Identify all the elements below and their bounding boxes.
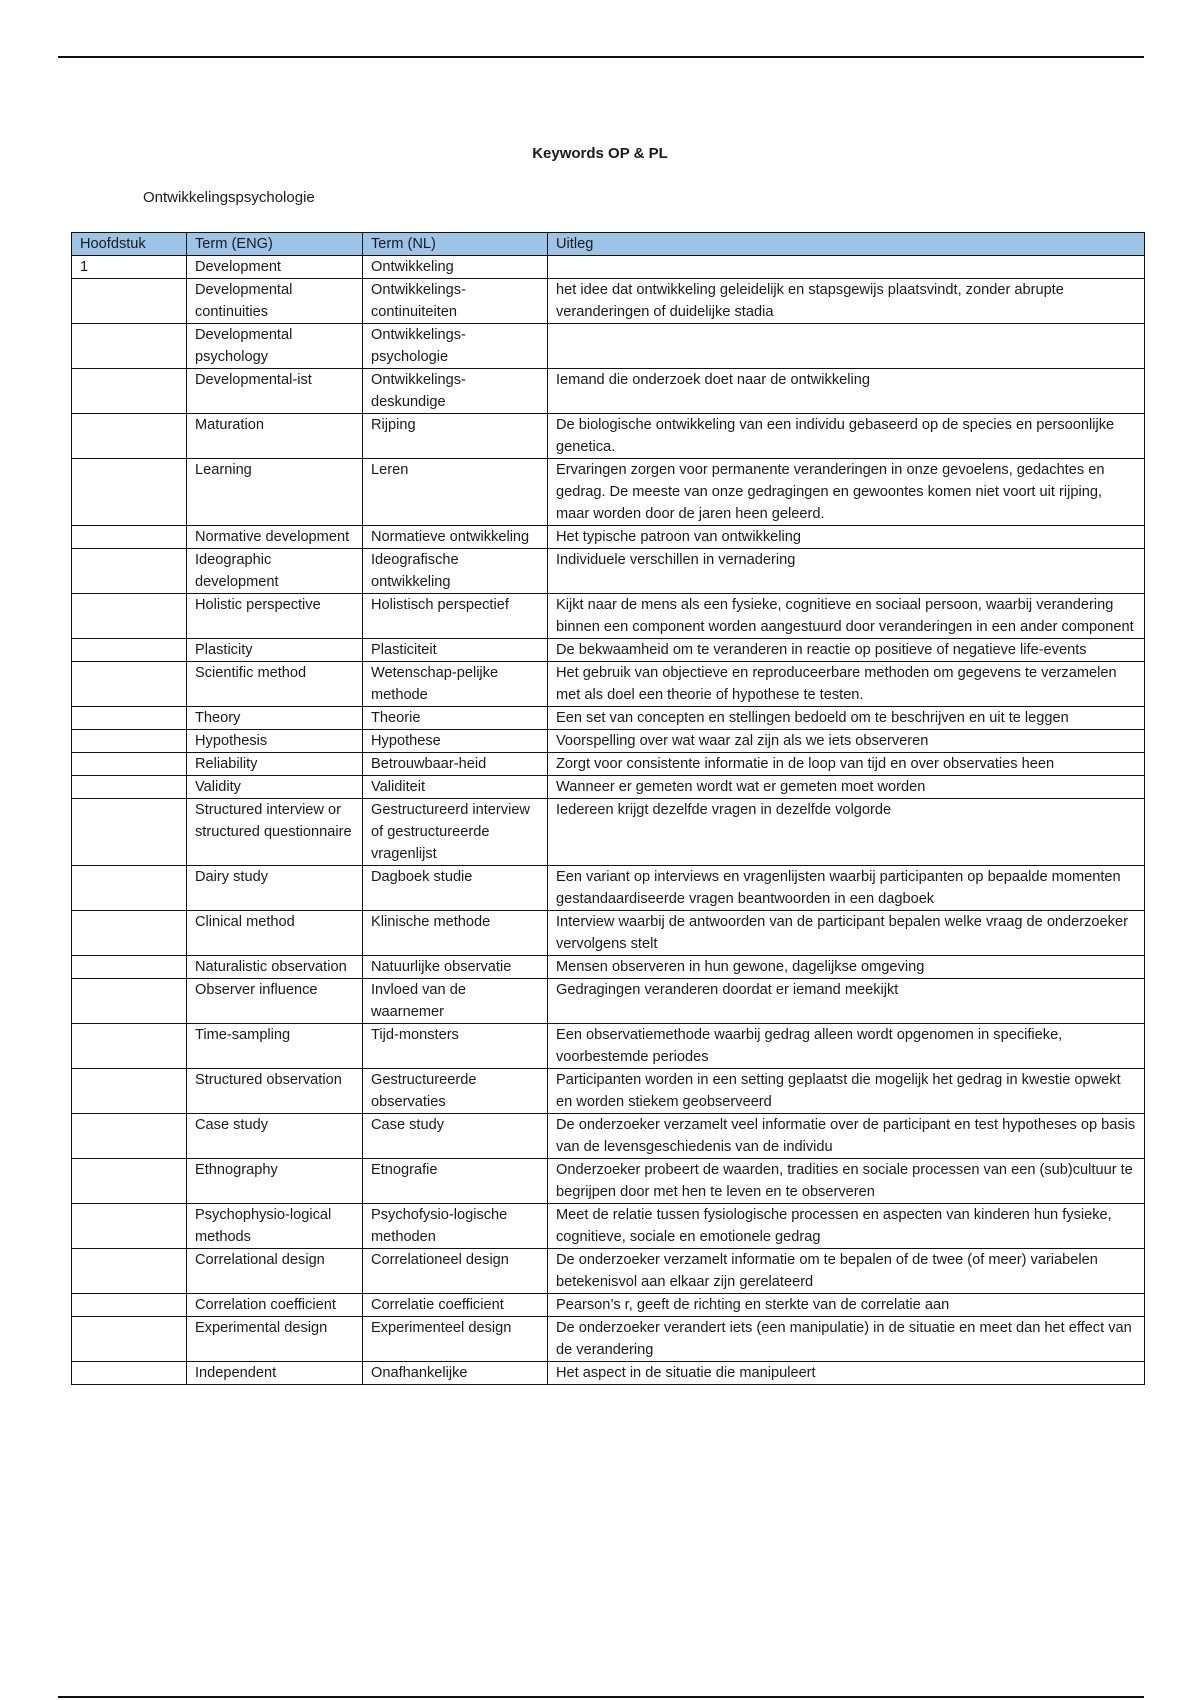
term-nl-cell: Ontwikkelings-continuiteiten: [363, 279, 548, 324]
chapter-cell: [72, 1114, 187, 1159]
term-nl-cell: Gestructureerd interview of gestructureerde vragenlijst: [363, 799, 548, 866]
term-nl-cell: Plasticiteit: [363, 639, 548, 662]
chapter-cell: [72, 662, 187, 707]
term-eng-cell: Experimental design: [187, 1317, 363, 1362]
term-nl-cell: Correlatie coefficient: [363, 1294, 548, 1317]
term-nl-cell: Case study: [363, 1114, 548, 1159]
term-nl-cell: Invloed van de waarnemer: [363, 979, 548, 1024]
table-row: [72, 1249, 1145, 1294]
chapter-cell: [72, 459, 187, 526]
uitleg-cell: De biologische ontwikkeling van een individu gebaseerd op de species en persoonlijke genetica.: [548, 414, 1145, 459]
uitleg-cell: Pearson’s r, geeft de richting en sterkte van de correlatie aan: [548, 1294, 1145, 1317]
uitleg-cell: Participanten worden in een setting geplaatst die mogelijk het gedrag in kwestie opwekt en worden stiekem geobserveerd: [548, 1069, 1145, 1114]
term-eng-cell: Psychophysio-logical methods: [187, 1204, 363, 1249]
term-eng-cell: Independent: [187, 1362, 363, 1385]
term-nl-cell: Ontwikkelings-psychologie: [363, 324, 548, 369]
term-eng-cell: Developmental psychology: [187, 324, 363, 369]
term-eng-cell: Learning: [187, 459, 363, 526]
chapter-cell: [72, 1317, 187, 1362]
uitleg-cell: Het gebruik van objectieve en reproduceerbare methoden om gegevens te verzamelen met als doel een theorie of hypothese te testen.: [548, 662, 1145, 707]
table-row: [72, 776, 1145, 799]
term-eng-cell: Validity: [187, 776, 363, 799]
uitleg-cell: Het aspect in de situatie die manipuleert: [548, 1362, 1145, 1385]
table-row: [72, 256, 1145, 279]
table-row: [72, 526, 1145, 549]
term-nl-cell: Betrouwbaar-heid: [363, 753, 548, 776]
table-row: [72, 1204, 1145, 1249]
term-nl-cell: Wetenschap-pelijke methode: [363, 662, 548, 707]
chapter-cell: [72, 979, 187, 1024]
uitleg-cell: Iemand die onderzoek doet naar de ontwikkeling: [548, 369, 1145, 414]
term-eng-cell: Time-sampling: [187, 1024, 363, 1069]
term-nl-cell: Ideografische ontwikkeling: [363, 549, 548, 594]
term-eng-cell: Naturalistic observation: [187, 956, 363, 979]
chapter-cell: [72, 594, 187, 639]
table-row: [72, 1114, 1145, 1159]
table-row: [72, 707, 1145, 730]
chapter-cell: [72, 911, 187, 956]
term-nl-cell: Experimenteel design: [363, 1317, 548, 1362]
term-eng-cell: Observer influence: [187, 979, 363, 1024]
table-row: [72, 369, 1145, 414]
term-eng-cell: Maturation: [187, 414, 363, 459]
chapter-cell: [72, 956, 187, 979]
table-row: [72, 956, 1145, 979]
term-eng-cell: Case study: [187, 1114, 363, 1159]
term-nl-cell: Tijd-monsters: [363, 1024, 548, 1069]
term-eng-cell: Hypothesis: [187, 730, 363, 753]
chapter-cell: [72, 799, 187, 866]
term-nl-cell: Rijping: [363, 414, 548, 459]
chapter-cell: [72, 369, 187, 414]
term-eng-cell: Theory: [187, 707, 363, 730]
table-row: [72, 549, 1145, 594]
uitleg-cell: De onderzoeker verzamelt informatie om te bepalen of de twee (of meer) variabelen betekenisvol aan elkaar zijn gerelateerd: [548, 1249, 1145, 1294]
term-eng-cell: Development: [187, 256, 363, 279]
header-uitleg: Uitleg: [548, 233, 1145, 256]
table-row: [72, 594, 1145, 639]
term-eng-cell: Structured observation: [187, 1069, 363, 1114]
chapter-cell: [72, 776, 187, 799]
chapter-cell: [72, 279, 187, 324]
chapter-cell: [72, 707, 187, 730]
table-row: [72, 730, 1145, 753]
table-row: [72, 1362, 1145, 1385]
chapter-cell: [72, 1294, 187, 1317]
term-eng-cell: Ethnography: [187, 1159, 363, 1204]
chapter-cell: [72, 549, 187, 594]
table-body: [72, 256, 1145, 1385]
uitleg-cell: Meet de relatie tussen fysiologische processen en aspecten van kinderen hun fysieke, cognitieve, sociale en emotionele gedrag: [548, 1204, 1145, 1249]
uitleg-cell: Een variant op interviews en vragenlijsten waarbij participanten op bepaalde momenten gestandaardiseerde vragen beantwoorden in een dagboek: [548, 866, 1145, 911]
term-nl-cell: Dagboek studie: [363, 866, 548, 911]
term-nl-cell: Natuurlijke observatie: [363, 956, 548, 979]
term-nl-cell: Normatieve ontwikkeling: [363, 526, 548, 549]
uitleg-cell: Voorspelling over wat waar zal zijn als we iets observeren: [548, 730, 1145, 753]
uitleg-cell: Kijkt naar de mens als een fysieke, cognitieve en sociaal persoon, waarbij verandering binnen een component worden aangestuurd door veranderingen in een ander component: [548, 594, 1145, 639]
document-subtitle: Ontwikkelingspsychologie: [143, 189, 315, 206]
term-eng-cell: Ideographic development: [187, 549, 363, 594]
header-term-eng: Term (ENG): [187, 233, 363, 256]
chapter-cell: [72, 1204, 187, 1249]
term-eng-cell: Clinical method: [187, 911, 363, 956]
chapter-cell: [72, 639, 187, 662]
uitleg-cell: Een set van concepten en stellingen bedoeld om te beschrijven en uit te leggen: [548, 707, 1145, 730]
term-eng-cell: Reliability: [187, 753, 363, 776]
uitleg-cell: De onderzoeker verandert iets (een manipulatie) in de situatie en meet dan het effect van de verandering: [548, 1317, 1145, 1362]
term-nl-cell: Ontwikkelings-deskundige: [363, 369, 548, 414]
chapter-cell: [72, 753, 187, 776]
uitleg-cell: Wanneer er gemeten wordt wat er gemeten moet worden: [548, 776, 1145, 799]
chapter-cell: [72, 866, 187, 911]
table-row: [72, 753, 1145, 776]
term-eng-cell: Developmental continuities: [187, 279, 363, 324]
uitleg-cell: Onderzoeker probeert de waarden, tradities en sociale processen van een (sub)cultuur te begrijpen door met hen te leven en te observeren: [548, 1159, 1145, 1204]
uitleg-cell: het idee dat ontwikkeling geleidelijk en stapsgewijs plaatsvindt, zonder abrupte veranderingen of duidelijke stadia: [548, 279, 1145, 324]
uitleg-cell: De bekwaamheid om te veranderen in reactie op positieve of negatieve life-events: [548, 639, 1145, 662]
chapter-cell: [72, 1024, 187, 1069]
chapter-cell: [72, 1362, 187, 1385]
chapter-cell: [72, 1069, 187, 1114]
chapter-cell: [72, 1159, 187, 1204]
header-term-nl: Term (NL): [363, 233, 548, 256]
term-eng-cell: Structured interview or structured questionnaire: [187, 799, 363, 866]
footer-rule: [58, 1696, 1144, 1698]
uitleg-cell: Interview waarbij de antwoorden van de participant bepalen welke vraag de onderzoeker vervolgens stelt: [548, 911, 1145, 956]
table-row: [72, 639, 1145, 662]
table-row: [72, 911, 1145, 956]
term-nl-cell: Hypothese: [363, 730, 548, 753]
uitleg-cell: Zorgt voor consistente informatie in de loop van tijd en over observaties heen: [548, 753, 1145, 776]
term-nl-cell: Validiteit: [363, 776, 548, 799]
term-eng-cell: Holistic perspective: [187, 594, 363, 639]
term-nl-cell: Onafhankelijke: [363, 1362, 548, 1385]
table-row: [72, 979, 1145, 1024]
term-nl-cell: Theorie: [363, 707, 548, 730]
term-nl-cell: Correlationeel design: [363, 1249, 548, 1294]
uitleg-cell: Het typische patroon van ontwikkeling: [548, 526, 1145, 549]
chapter-cell: [72, 414, 187, 459]
table-row: [72, 1024, 1145, 1069]
table-row: [72, 1159, 1145, 1204]
uitleg-cell: De onderzoeker verzamelt veel informatie over de participant en test hypotheses op basis van de levensgeschiedenis van de individu: [548, 1114, 1145, 1159]
chapter-cell: [72, 730, 187, 753]
term-nl-cell: Etnografie: [363, 1159, 548, 1204]
term-eng-cell: Normative development: [187, 526, 363, 549]
uitleg-cell: Iedereen krijgt dezelfde vragen in dezelfde volgorde: [548, 799, 1145, 866]
uitleg-cell: [548, 324, 1145, 369]
keywords-table: [71, 232, 1145, 1385]
table-row: [72, 1294, 1145, 1317]
table-row: [72, 279, 1145, 324]
table-row: [72, 662, 1145, 707]
table-row: [72, 414, 1145, 459]
uitleg-cell: Mensen observeren in hun gewone, dagelijkse omgeving: [548, 956, 1145, 979]
term-eng-cell: Developmental-ist: [187, 369, 363, 414]
uitleg-cell: Een observatiemethode waarbij gedrag alleen wordt opgenomen in specifieke, voorbestemde periodes: [548, 1024, 1145, 1069]
chapter-cell: [72, 324, 187, 369]
term-eng-cell: Plasticity: [187, 639, 363, 662]
table-row: [72, 799, 1145, 866]
header-hoofdstuk: Hoofdstuk: [72, 233, 187, 256]
term-nl-cell: Psychofysio-logische methoden: [363, 1204, 548, 1249]
term-eng-cell: Dairy study: [187, 866, 363, 911]
term-nl-cell: Gestructureerde observaties: [363, 1069, 548, 1114]
chapter-cell: [72, 1249, 187, 1294]
header-row: [72, 233, 1145, 256]
term-eng-cell: Correlation coefficient: [187, 1294, 363, 1317]
table-row: [72, 866, 1145, 911]
term-eng-cell: Correlational design: [187, 1249, 363, 1294]
term-nl-cell: Leren: [363, 459, 548, 526]
table-row: [72, 1069, 1145, 1114]
term-nl-cell: Ontwikkeling: [363, 256, 548, 279]
term-eng-cell: Scientific method: [187, 662, 363, 707]
table-row: [72, 459, 1145, 526]
table-header: [72, 233, 1145, 256]
table-row: [72, 1317, 1145, 1362]
term-nl-cell: Klinische methode: [363, 911, 548, 956]
document-title: Keywords OP & PL: [532, 145, 668, 162]
header-rule: [58, 56, 1144, 58]
term-nl-cell: Holistisch perspectief: [363, 594, 548, 639]
chapter-cell: 1: [72, 256, 187, 279]
uitleg-cell: Ervaringen zorgen voor permanente veranderingen in onze gevoelens, gedachtes en gedrag. De meeste van onze gedragingen en gewoontes komen niet voort uit rijping, maar worden door de jaren heen geleerd.: [548, 459, 1145, 526]
uitleg-cell: [548, 256, 1145, 279]
chapter-cell: [72, 526, 187, 549]
uitleg-cell: Gedragingen veranderen doordat er iemand meekijkt: [548, 979, 1145, 1024]
uitleg-cell: Individuele verschillen in vernadering: [548, 549, 1145, 594]
table-row: [72, 324, 1145, 369]
